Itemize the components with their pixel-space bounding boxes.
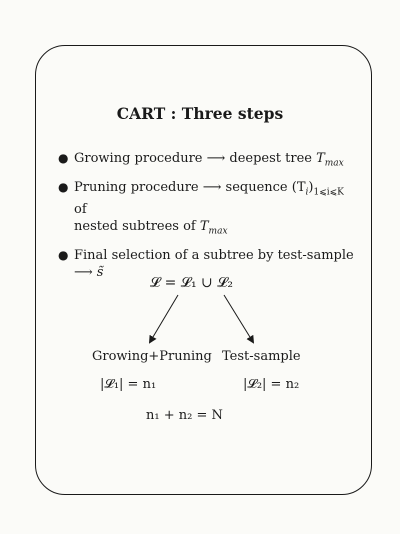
bullet-dot-icon: ● [58,179,69,194]
math-paren: ) [308,179,314,195]
label-growing-pruning: Growing+Pruning [92,349,212,364]
label-test-sample: Test-sample [222,349,301,364]
bullet-text-after: of [74,202,87,218]
bullet-dot-icon: ● [58,151,69,165]
bullet-text: Pruning procedure ⟶ sequence (T [74,179,306,195]
math-sub: max [324,158,344,169]
right-size-equation: |𝓛₂| = n₂ [243,377,300,392]
math-s-tilde: s̃ [96,264,104,280]
math-sub: max [208,226,228,237]
bullet-text: Final selection of a subtree by test-sample ⟶ [74,247,354,280]
bullet-text: Growing procedure ⟶ deepest tree [74,151,317,166]
split-equation: 𝓛 = 𝓛₁ ∪ 𝓛₂ [150,275,234,291]
bullet-text-line2: nested subtrees of [74,219,200,235]
math-sub-range: 1⩽i⩽K [313,187,344,198]
slide-title: CART : Three steps [116,104,284,123]
total-equation: n₁ + n₂ = N [146,408,223,423]
arrow-to-test [224,295,253,342]
left-size-equation: |𝓛₁| = n₁ [100,377,157,392]
bullet-dot-icon: ● [58,247,69,262]
math-T: T [316,151,325,166]
math-sub: i [305,187,309,198]
math-T: T [199,219,209,235]
arrow-to-growing [150,295,178,342]
